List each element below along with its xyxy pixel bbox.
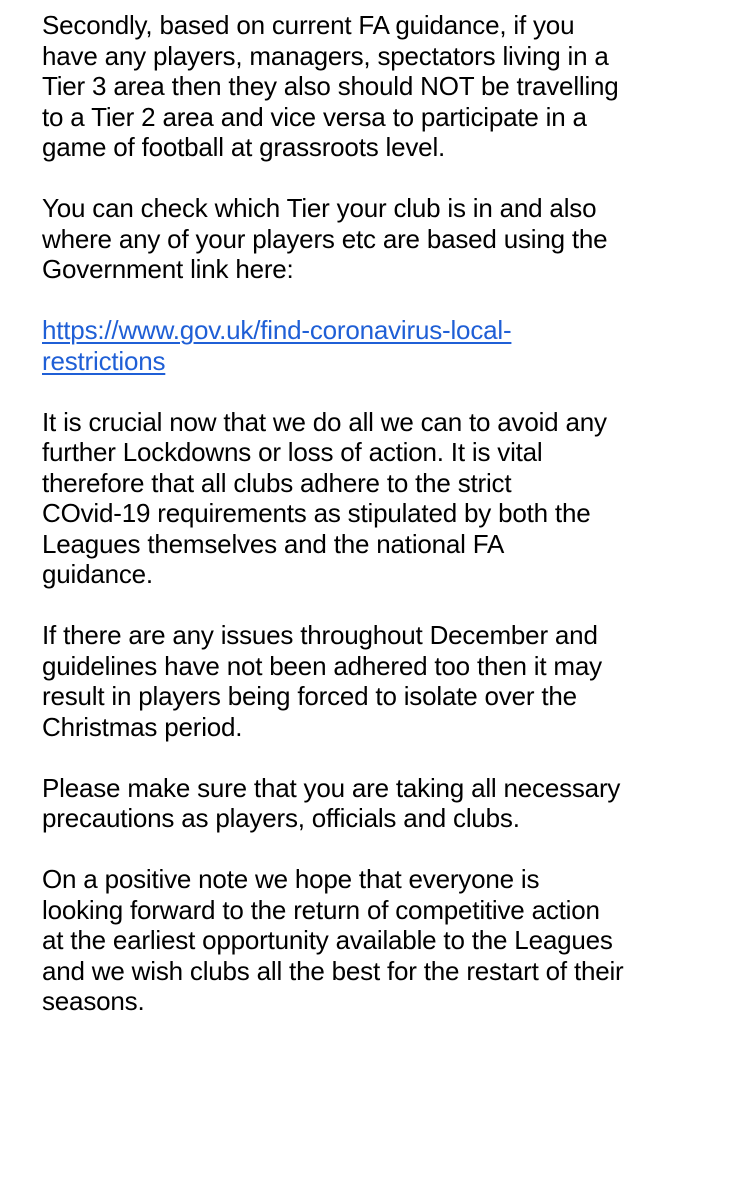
government-restrictions-link[interactable] [42,315,722,376]
text-line: Tier 3 area then they also should NOT be travelling [42,71,619,101]
paragraph-fa-guidance [42,10,722,163]
text-line: Christmas period. [42,711,243,742]
government-link-paragraph [42,315,722,376]
link-text-line[interactable]: https://www.gov.uk/find-coronavirus-local- [42,315,512,345]
paragraph-issues [42,620,722,742]
text-line: where any of your players etc are based using the [42,223,608,254]
link-text-line[interactable]: restrictions [42,345,166,376]
text-line: to a Tier 2 area and vice versa to participate in a [42,101,587,132]
text-line: Leagues themselves and the national FA [42,528,505,559]
text-line: guidance. [42,559,153,589]
text-line: and we wish clubs all the best for the restart of their [42,955,624,986]
text-line: seasons. [42,986,145,1016]
text-line: therefore that all clubs adhere to the strict [42,467,512,498]
text-line: looking forward to the return of competitive action [42,894,600,925]
text-line: Please make sure that you are taking all necessary [42,772,621,803]
text-line: You can check which Tier your club is in and also [42,193,597,223]
text-line: result in players being forced to isolate over the [42,681,577,711]
text-line: Secondly, based on current FA guidance, if you [42,10,575,40]
paragraph-positive-note [42,864,722,1017]
text-line: Government link here: [42,254,294,284]
paragraph-crucial [42,407,722,590]
text-line: On a positive note we hope that everyone is [42,864,540,894]
text-line: have any players, managers, spectators living in a [42,40,609,71]
text-line: further Lockdowns or loss of action. It is vital [42,437,543,467]
text-line: It is crucial now that we do all we can to avoid any [42,406,607,437]
text-line: If there are any issues throughout December and [42,620,598,650]
text-line: COvid-19 requirements as stipulated by both the [42,498,591,528]
text-line: precautions as players, officials and clubs. [42,803,520,833]
text-line: at the earliest opportunity available to the Leagues [42,925,613,955]
message-body [42,10,722,1047]
paragraph-check-tier [42,193,722,285]
text-line: game of football at grassroots level. [42,132,446,162]
paragraph-precautions [42,773,722,834]
text-line: guidelines have not been adhered too then it may [42,650,602,681]
